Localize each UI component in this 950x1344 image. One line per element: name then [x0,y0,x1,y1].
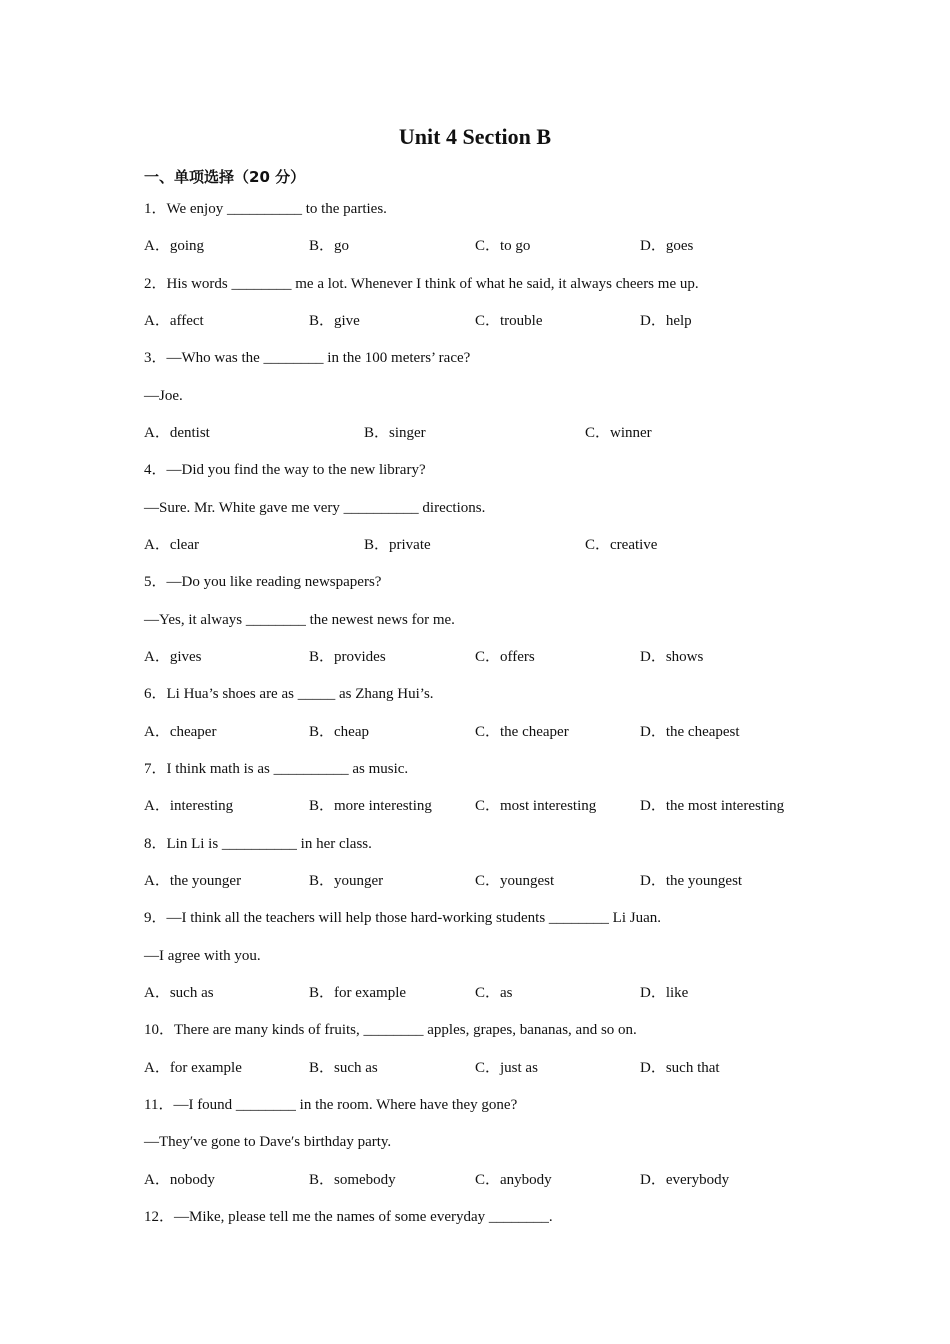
question-4-answer-line: —Sure. Mr. White gave me very __________ directions. [144,500,486,516]
option-d[interactable]: D．like [640,985,689,1001]
option-d[interactable]: D．the most interesting [640,798,785,814]
option-b[interactable]: B．more interesting [309,798,432,814]
question-11-stem: 11．—I found ________ in the room. Where have they gone? [144,1097,518,1113]
question-3-stem: 3．—Who was the ________ in the 100 meters’ race? [144,350,471,366]
question-10-stem: 10．There are many kinds of fruits, ________ apples, grapes, bananas, and so on. [144,1022,637,1038]
question-9-answer-line: —I agree with you. [144,948,261,964]
option-d[interactable]: D．the cheapest [640,724,740,740]
option-b[interactable]: B．go [309,238,350,254]
option-d[interactable]: D．everybody [640,1172,730,1188]
option-a[interactable]: A．interesting [144,798,234,814]
option-d[interactable]: D．the youngest [640,873,743,889]
option-a[interactable]: A．for example [144,1060,242,1076]
question-4-options [144,535,864,555]
option-a[interactable]: A．such as [144,985,214,1001]
question-10-options [144,1058,864,1078]
option-a[interactable]: A．clear [144,537,199,553]
option-b[interactable]: B．somebody [309,1172,396,1188]
question-12-stem: 12．—Mike, please tell me the names of some everyday ________. [144,1209,553,1225]
option-a[interactable]: A．nobody [144,1172,215,1188]
question-4-stem: 4．—Did you find the way to the new library? [144,462,426,478]
option-b[interactable]: B．such as [309,1060,378,1076]
option-c[interactable]: C．youngest [475,873,555,889]
question-5-options [144,647,864,667]
question-3-options [144,423,864,443]
page-title: Unit 4 Section B [398,124,552,149]
option-c[interactable]: C．the cheaper [475,724,569,740]
option-d[interactable]: D．shows [640,649,704,665]
option-b[interactable]: B．singer [364,425,426,441]
option-d[interactable]: D．such that [640,1060,720,1076]
option-a[interactable]: A．dentist [144,425,210,441]
question-5-stem: 5．—Do you like reading newspapers? [144,574,382,590]
section-heading: 一、单项选择（20 分） [144,168,306,186]
question-8-stem: 8．Lin Li is __________ in her class. [144,836,372,852]
option-c[interactable]: C．most interesting [475,798,597,814]
option-c[interactable]: C．as [475,985,513,1001]
option-b[interactable]: B．provides [309,649,386,665]
question-3-answer-line: —Joe. [144,388,183,404]
question-5-answer-line: —Yes, it always ________ the newest news for me. [144,612,455,628]
option-a[interactable]: A．cheaper [144,724,217,740]
question-11-options [144,1170,864,1190]
option-c[interactable]: C．creative [585,537,658,553]
option-b[interactable]: B．younger [309,873,384,889]
question-6-stem: 6．Li Hua’s shoes are as _____ as Zhang Hui’s. [144,686,434,702]
option-b[interactable]: B．private [364,537,431,553]
option-a[interactable]: A．affect [144,313,204,329]
option-c[interactable]: C．offers [475,649,535,665]
question-1-stem: 1．We enjoy __________ to the parties. [144,201,387,217]
question-7-stem: 7．I think math is as __________ as music. [144,761,409,777]
option-c[interactable]: C．just as [475,1060,538,1076]
question-6-options [144,722,864,742]
option-c[interactable]: C．trouble [475,313,543,329]
option-a[interactable]: A．gives [144,649,202,665]
option-c[interactable]: C．winner [585,425,652,441]
option-b[interactable]: B．give [309,313,360,329]
option-c[interactable]: C．anybody [475,1172,552,1188]
option-b[interactable]: B．for example [309,985,407,1001]
question-1-options [144,236,864,256]
question-11-answer-line: —They′ve gone to Dave′s birthday party. [144,1134,392,1150]
question-9-options [144,983,864,1003]
question-9-stem: 9．—I think all the teachers will help those hard-working students ________ Li Juan. [144,910,661,926]
question-2-options [144,311,864,331]
option-d[interactable]: D．help [640,313,692,329]
option-b[interactable]: B．cheap [309,724,369,740]
option-a[interactable]: A．going [144,238,205,254]
question-7-options [144,796,864,816]
option-a[interactable]: A．the younger [144,873,242,889]
question-8-options [144,871,864,891]
option-d[interactable]: D．goes [640,238,694,254]
option-c[interactable]: C．to go [475,238,531,254]
question-2-stem: 2．His words ________ me a lot. Whenever I think of what he said, it always cheers me up. [144,276,699,292]
